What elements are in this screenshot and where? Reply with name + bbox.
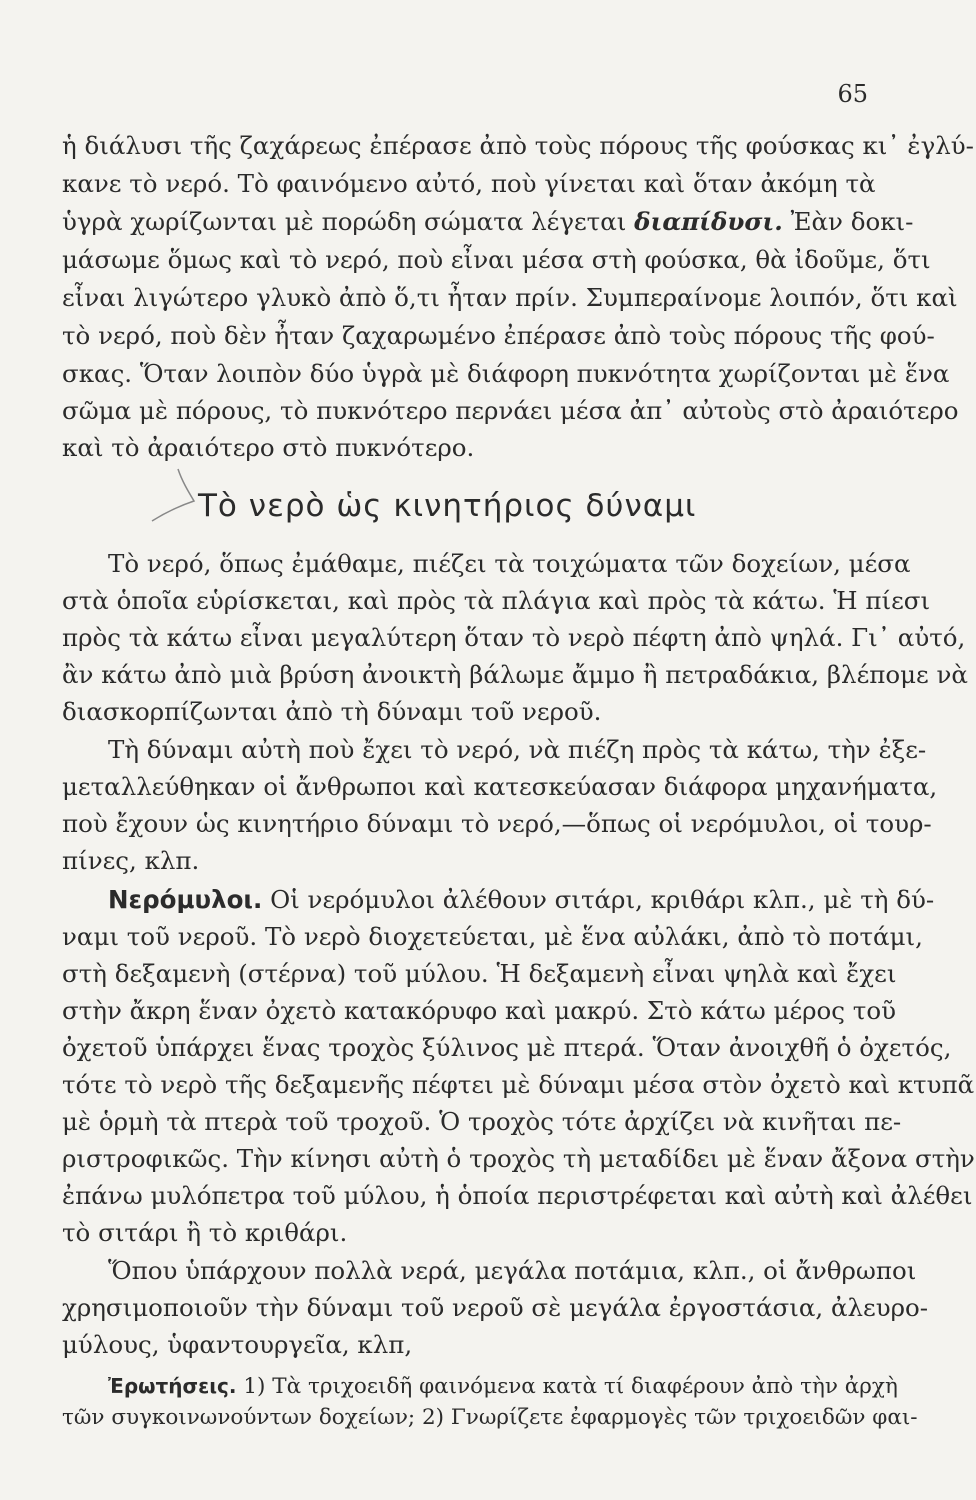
questions-line-1-text: 1) Τὰ τριχοειδῆ φαινόμενα κατὰ τί διαφέρουν ἀπὸ τὴν ἀρχὴ	[243, 1374, 898, 1399]
para4-line-8: ριστροφικῶς. Τὴν κίνησι αὐτὴ ὁ τροχὸς τὴ μεταδίδει μὲ ἕναν ἄξονα στὴν	[62, 1144, 975, 1173]
para2-line-2: στὰ ὁποῖα εὑρίσκεται, καὶ πρὸς τὰ πλάγια καὶ πρὸς τὰ κάτω. Ἡ πίεσι	[62, 586, 931, 615]
para5-line-2: χρησιμοποιοῦν τὴν δύναμι τοῦ νεροῦ σὲ μεγάλα ἐργοστάσια, ἀλευρο-	[62, 1293, 929, 1322]
term-diapidysi: διαπίδυσι.	[634, 207, 783, 236]
para3-line-2: μεταλλεύθηκαν οἱ ἄνθρωποι καὶ κατεσκεύασαν διάφορα μηχανήματα,	[62, 772, 938, 801]
para1-line-3-text: ὑγρὰ χωρίζωνται μὲ πορώδη σώματα λέγεται	[62, 207, 627, 236]
questions-line-1	[108, 1370, 898, 1403]
questions-label: Ἐρωτήσεις.	[108, 1374, 237, 1398]
para4-line-5: ὀχετοῦ ὑπάρχει ἕνας τροχὸς ξύλινος μὲ πτερά. Ὅταν ἀνοιχθῆ ὁ ὀχετός,	[62, 1033, 952, 1062]
para1-line-9: καὶ τὸ ἀραιότερο στὸ πυκνότερο.	[62, 433, 475, 462]
para5-line-1: Ὅπου ὑπάρχουν πολλὰ νερά, μεγάλα ποτάμια, κλπ., οἱ ἄνθρωποι	[108, 1256, 917, 1285]
para1-line-3-tail: Ἐὰν δοκι-	[790, 207, 914, 236]
para2-line-4: ἂν κάτω ἀπὸ μιὰ βρύση ἀνοικτὴ βάλωμε ἄμμο ἢ πετραδάκια, βλέπομε νὰ	[62, 660, 968, 689]
para3-line-1: Τὴ δύναμι αὐτὴ ποὺ ἔχει τὸ νερό, νὰ πιέζη πρὸς τὰ κάτω, τὴν ἐξε-	[108, 735, 927, 764]
heading-neromyloi: Νερόμυλοι.	[108, 885, 263, 914]
para3-line-4: πίνες, κλπ.	[62, 846, 200, 875]
para1-line-8: σῶμα μὲ πόρους, τὸ πυκνότερο περνάει μέσα ἀπ᾿ αὐτοὺς στὸ ἀραιότερο	[62, 396, 959, 425]
para4-line-6: τότε τὸ νερὸ τῆς δεξαμενῆς πέφτει μὲ δύναμι μέσα στὸν ὀχετὸ καὶ κτυπᾶ	[62, 1070, 975, 1099]
para1-line-2: κανε τὸ νερό. Τὸ φαινόμενο αὐτό, ποὺ γίνεται καὶ ὅταν ἀκόμη τὰ	[62, 169, 876, 198]
para1-line-6: τὸ νερό, ποὺ δὲν ἦταν ζαχαρωμένο ἐπέρασε ἀπὸ τοὺς πόρους τῆς φού-	[62, 321, 935, 350]
para4-line-4: στὴν ἄκρη ἕναν ὀχετὸ κατακόρυφο καὶ μακρύ. Στὸ κάτω μέρος τοῦ	[62, 996, 896, 1025]
para4-line-2: ναμι τοῦ νεροῦ. Τὸ νερὸ διοχετεύεται, μὲ ἕνα αὐλάκι, ἀπὸ τὸ ποτάμι,	[62, 922, 923, 951]
page-number: 65	[837, 80, 868, 108]
section-title: Τὸ νερὸ ὡς κινητήριος δύναμι	[198, 488, 697, 524]
para5-line-3: μύλους, ὑφαντουργεῖα, κλπ,	[62, 1330, 413, 1359]
para1-line-1: ἡ διάλυσι τῆς ζαχάρεως ἐπέρασε ἀπὸ τοὺς πόρους τῆς φούσκας κι᾿ ἐγλύ-	[62, 131, 974, 160]
para2-line-3: πρὸς τὰ κάτω εἶναι μεγαλύτερη ὅταν τὸ νερὸ πέφτη ἀπὸ ψηλά. Γι᾿ αὐτό,	[62, 623, 966, 652]
questions-line-2: τῶν συγκοινωνούντων δοχείων; 2) Γνωρίζετε ἐφαρμογὲς τῶν τριχοειδῶν φαι-	[62, 1405, 918, 1430]
para4-line-1-text: Οἱ νερόμυλοι ἀλέθουν σιτάρι, κριθάρι κλπ., μὲ τὴ δύ-	[270, 885, 935, 914]
para3-line-3: ποὺ ἔχουν ὡς κινητήριο δύναμι τὸ νερό,—ὅπως οἱ νερόμυλοι, οἱ τουρ-	[62, 809, 932, 838]
para2-line-5: διασκορπίζωνται ἀπὸ τὴ δύναμι τοῦ νεροῦ.	[62, 697, 602, 726]
para4-line-9: ἐπάνω μυλόπετρα τοῦ μύλου, ἡ ὁποία περιστρέφεται καὶ αὐτὴ καὶ ἀλέθει	[62, 1181, 973, 1210]
para4-line-3: στὴ δεξαμενὴ (στέρνα) τοῦ μύλου. Ἡ δεξαμενὴ εἶναι ψηλὰ καὶ ἔχει	[62, 959, 897, 988]
para4-line-10: τὸ σιτάρι ἢ τὸ κριθάρι.	[62, 1218, 348, 1247]
pencil-mark-icon	[148, 465, 196, 525]
para1-line-5: εἶναι λιγώτερο γλυκὸ ἀπὸ ὅ,τι ἦταν πρίν. Συμπεραίνομε λοιπόν, ὅτι καὶ	[62, 283, 958, 312]
para1-line-4: μάσωμε ὅμως καὶ τὸ νερό, ποὺ εἶναι μέσα στὴ φούσκα, θὰ ἰδοῦμε, ὅτι	[62, 245, 931, 274]
para4-line-1	[108, 884, 935, 916]
para2-line-1: Τὸ νερό, ὅπως ἐμάθαμε, πιέζει τὰ τοιχώματα τῶν δοχείων, μέσα	[108, 549, 911, 578]
para4-line-7: μὲ ὁρμὴ τὰ πτερὰ τοῦ τροχοῦ. Ὁ τροχὸς τότε ἀρχίζει νὰ κινῆται πε-	[62, 1107, 902, 1136]
para1-line-3	[62, 206, 914, 238]
para1-line-7: σκας. Ὅταν λοιπὸν δύο ὑγρὰ μὲ διάφορη πυκνότητα χωρίζονται μὲ ἕνα	[62, 359, 950, 388]
